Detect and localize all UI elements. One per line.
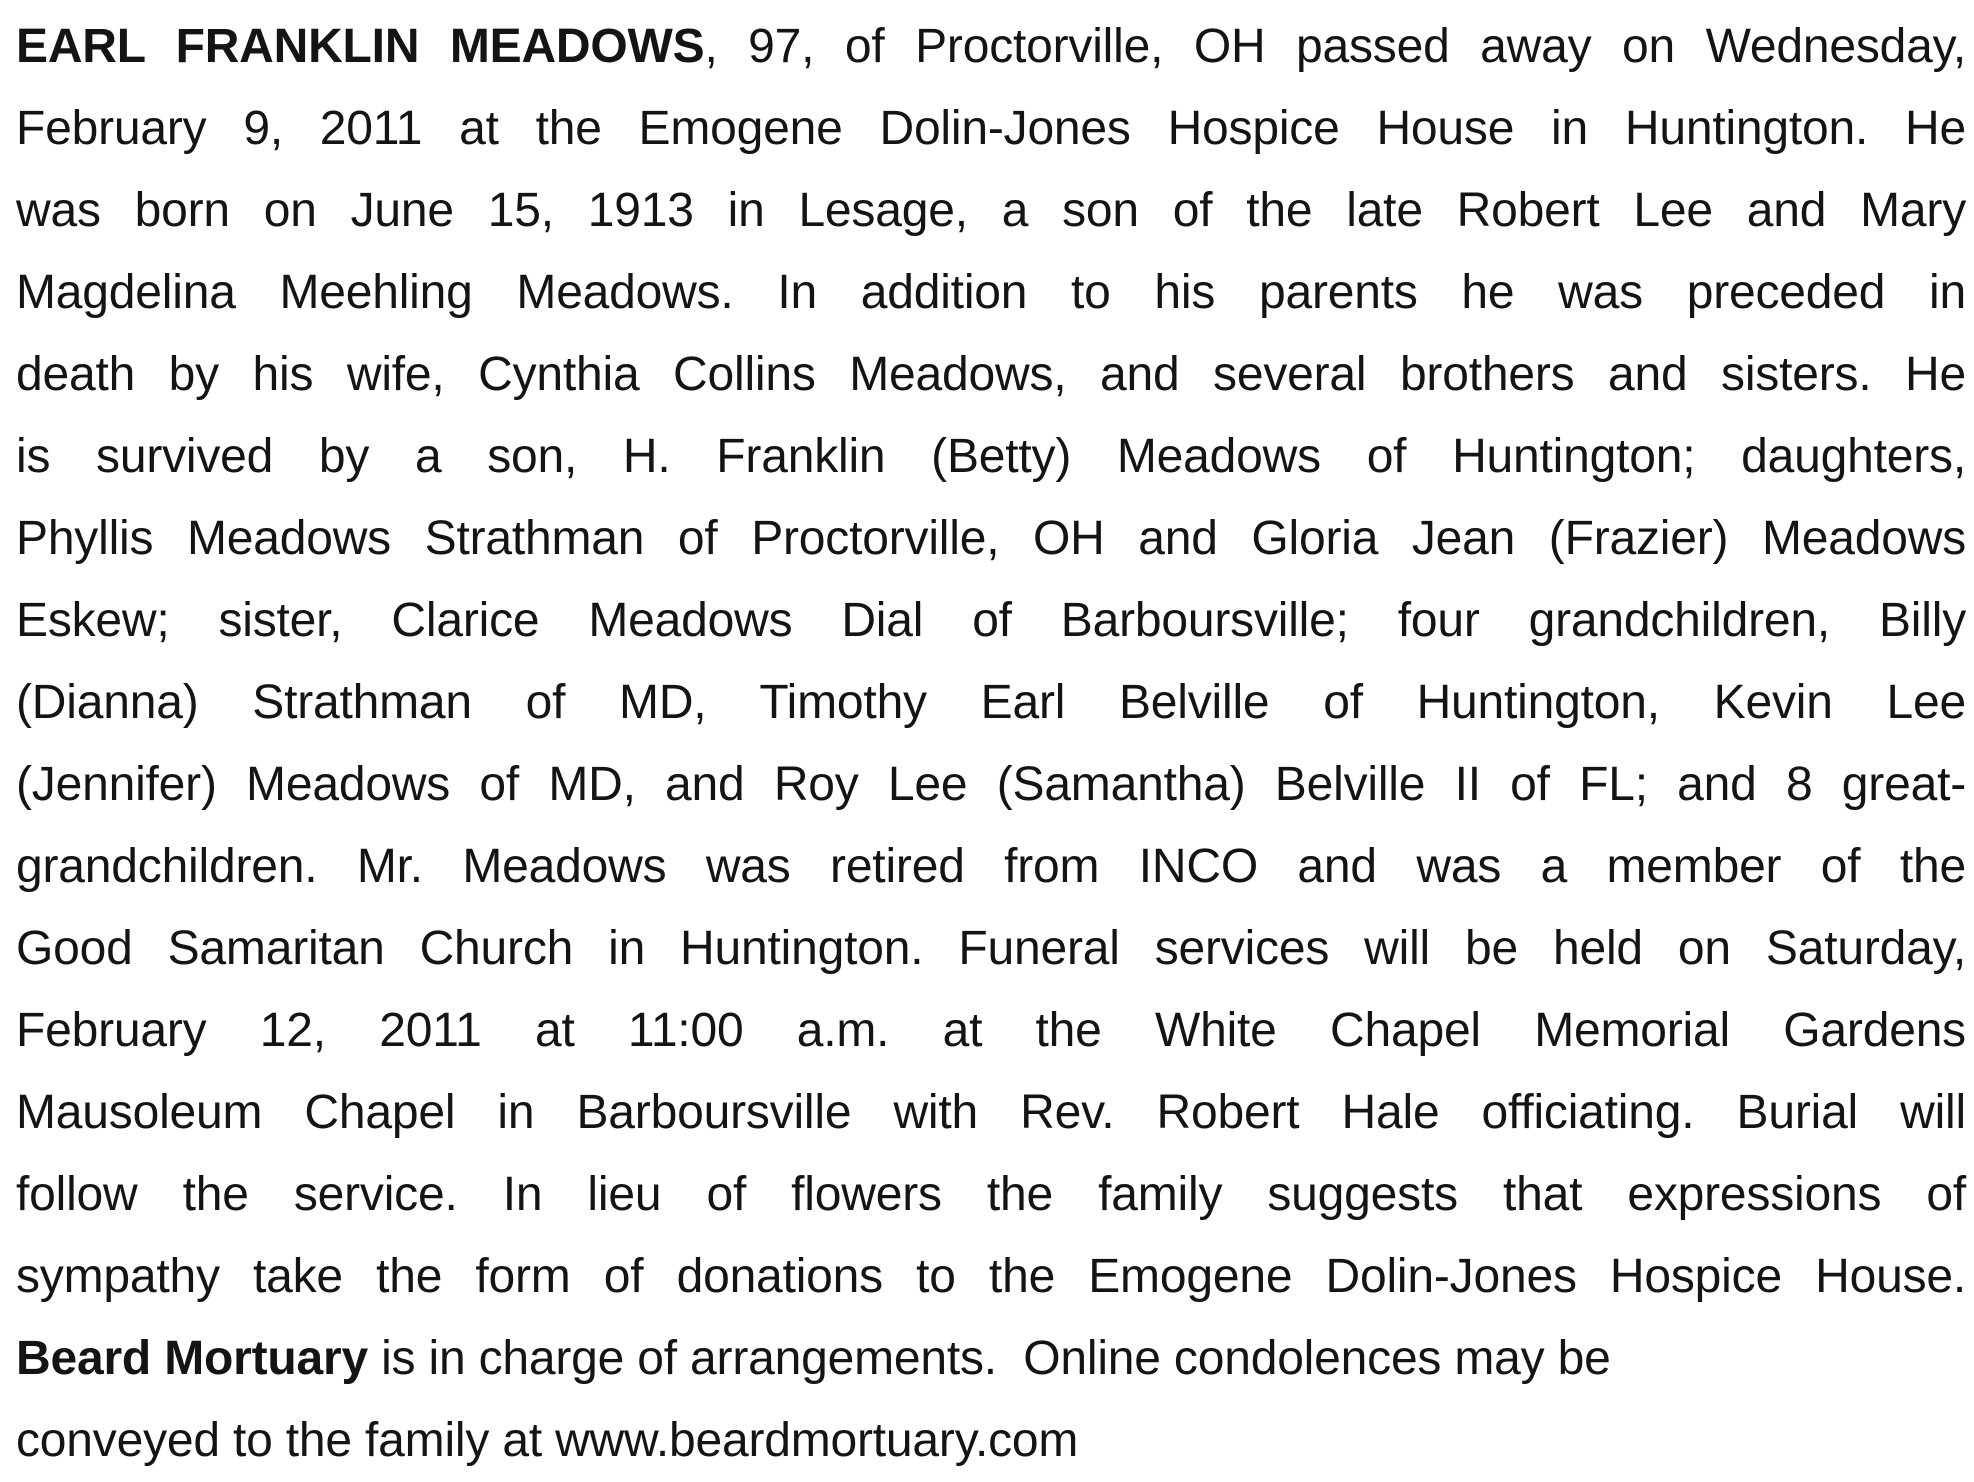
text-line-11: grandchildren. Mr. Meadows was retired from INCO and was a member of the	[16, 840, 1966, 893]
text-line-7: Phyllis Meadows Strathman of Proctorville, OH and Gloria Jean (Frazier) Meadows	[16, 512, 1966, 565]
text-line-17	[16, 1318, 1966, 1400]
text-line-17-rest: is in charge of arrangements. Online condolences may be	[367, 1332, 1611, 1385]
text-line-6: is survived by a son, H. Franklin (Betty) Meadows of Huntington; daughters,	[16, 430, 1966, 483]
text-line-1	[16, 6, 1966, 88]
text-line-4: Magdelina Meehling Meadows. In addition to his parents he was preceded in	[16, 266, 1966, 319]
text-line-12: Good Samaritan Church in Huntington. Funeral services will be held on Saturday,	[16, 922, 1966, 975]
closing-line: conveyed to the family at www.beardmortuary.com	[16, 1414, 1079, 1467]
text-line-5: death by his wife, Cynthia Collins Meadows, and several brothers and sisters. He	[16, 348, 1966, 401]
text-line-14: Mausoleum Chapel in Barboursville with Rev. Robert Hale officiating. Burial will	[16, 1086, 1966, 1139]
text-line-3: was born on June 15, 1913 in Lesage, a son of the late Robert Lee and Mary	[16, 184, 1966, 237]
text-line-8: Eskew; sister, Clarice Meadows Dial of Barboursville; four grandchildren, Billy	[16, 594, 1966, 647]
text-line-16: sympathy take the form of donations to the Emogene Dolin-Jones Hospice House.	[16, 1250, 1966, 1303]
obituary-text-block	[16, 6, 1966, 1482]
text-line-2: February 9, 2011 at the Emogene Dolin-Jones Hospice House in Huntington. He	[16, 102, 1966, 155]
text-line-13: February 12, 2011 at 11:00 a.m. at the White Chapel Memorial Gardens	[16, 1004, 1966, 1057]
text-line-10: (Jennifer) Meadows of MD, and Roy Lee (Samantha) Belville II of FL; and 8 great-	[16, 758, 1966, 811]
deceased-name: EARL FRANKLIN MEADOWS	[16, 20, 705, 73]
text-line-9: (Dianna) Strathman of MD, Timothy Earl Belville of Huntington, Kevin Lee	[16, 676, 1966, 729]
mortuary-name: Beard Mortuary	[16, 1332, 368, 1385]
text-line-15: follow the service. In lieu of flowers the family suggests that expressions of	[16, 1168, 1966, 1221]
text-line-1-rest: , 97, of Proctorville, OH passed away on Wednesday,	[704, 20, 1966, 73]
